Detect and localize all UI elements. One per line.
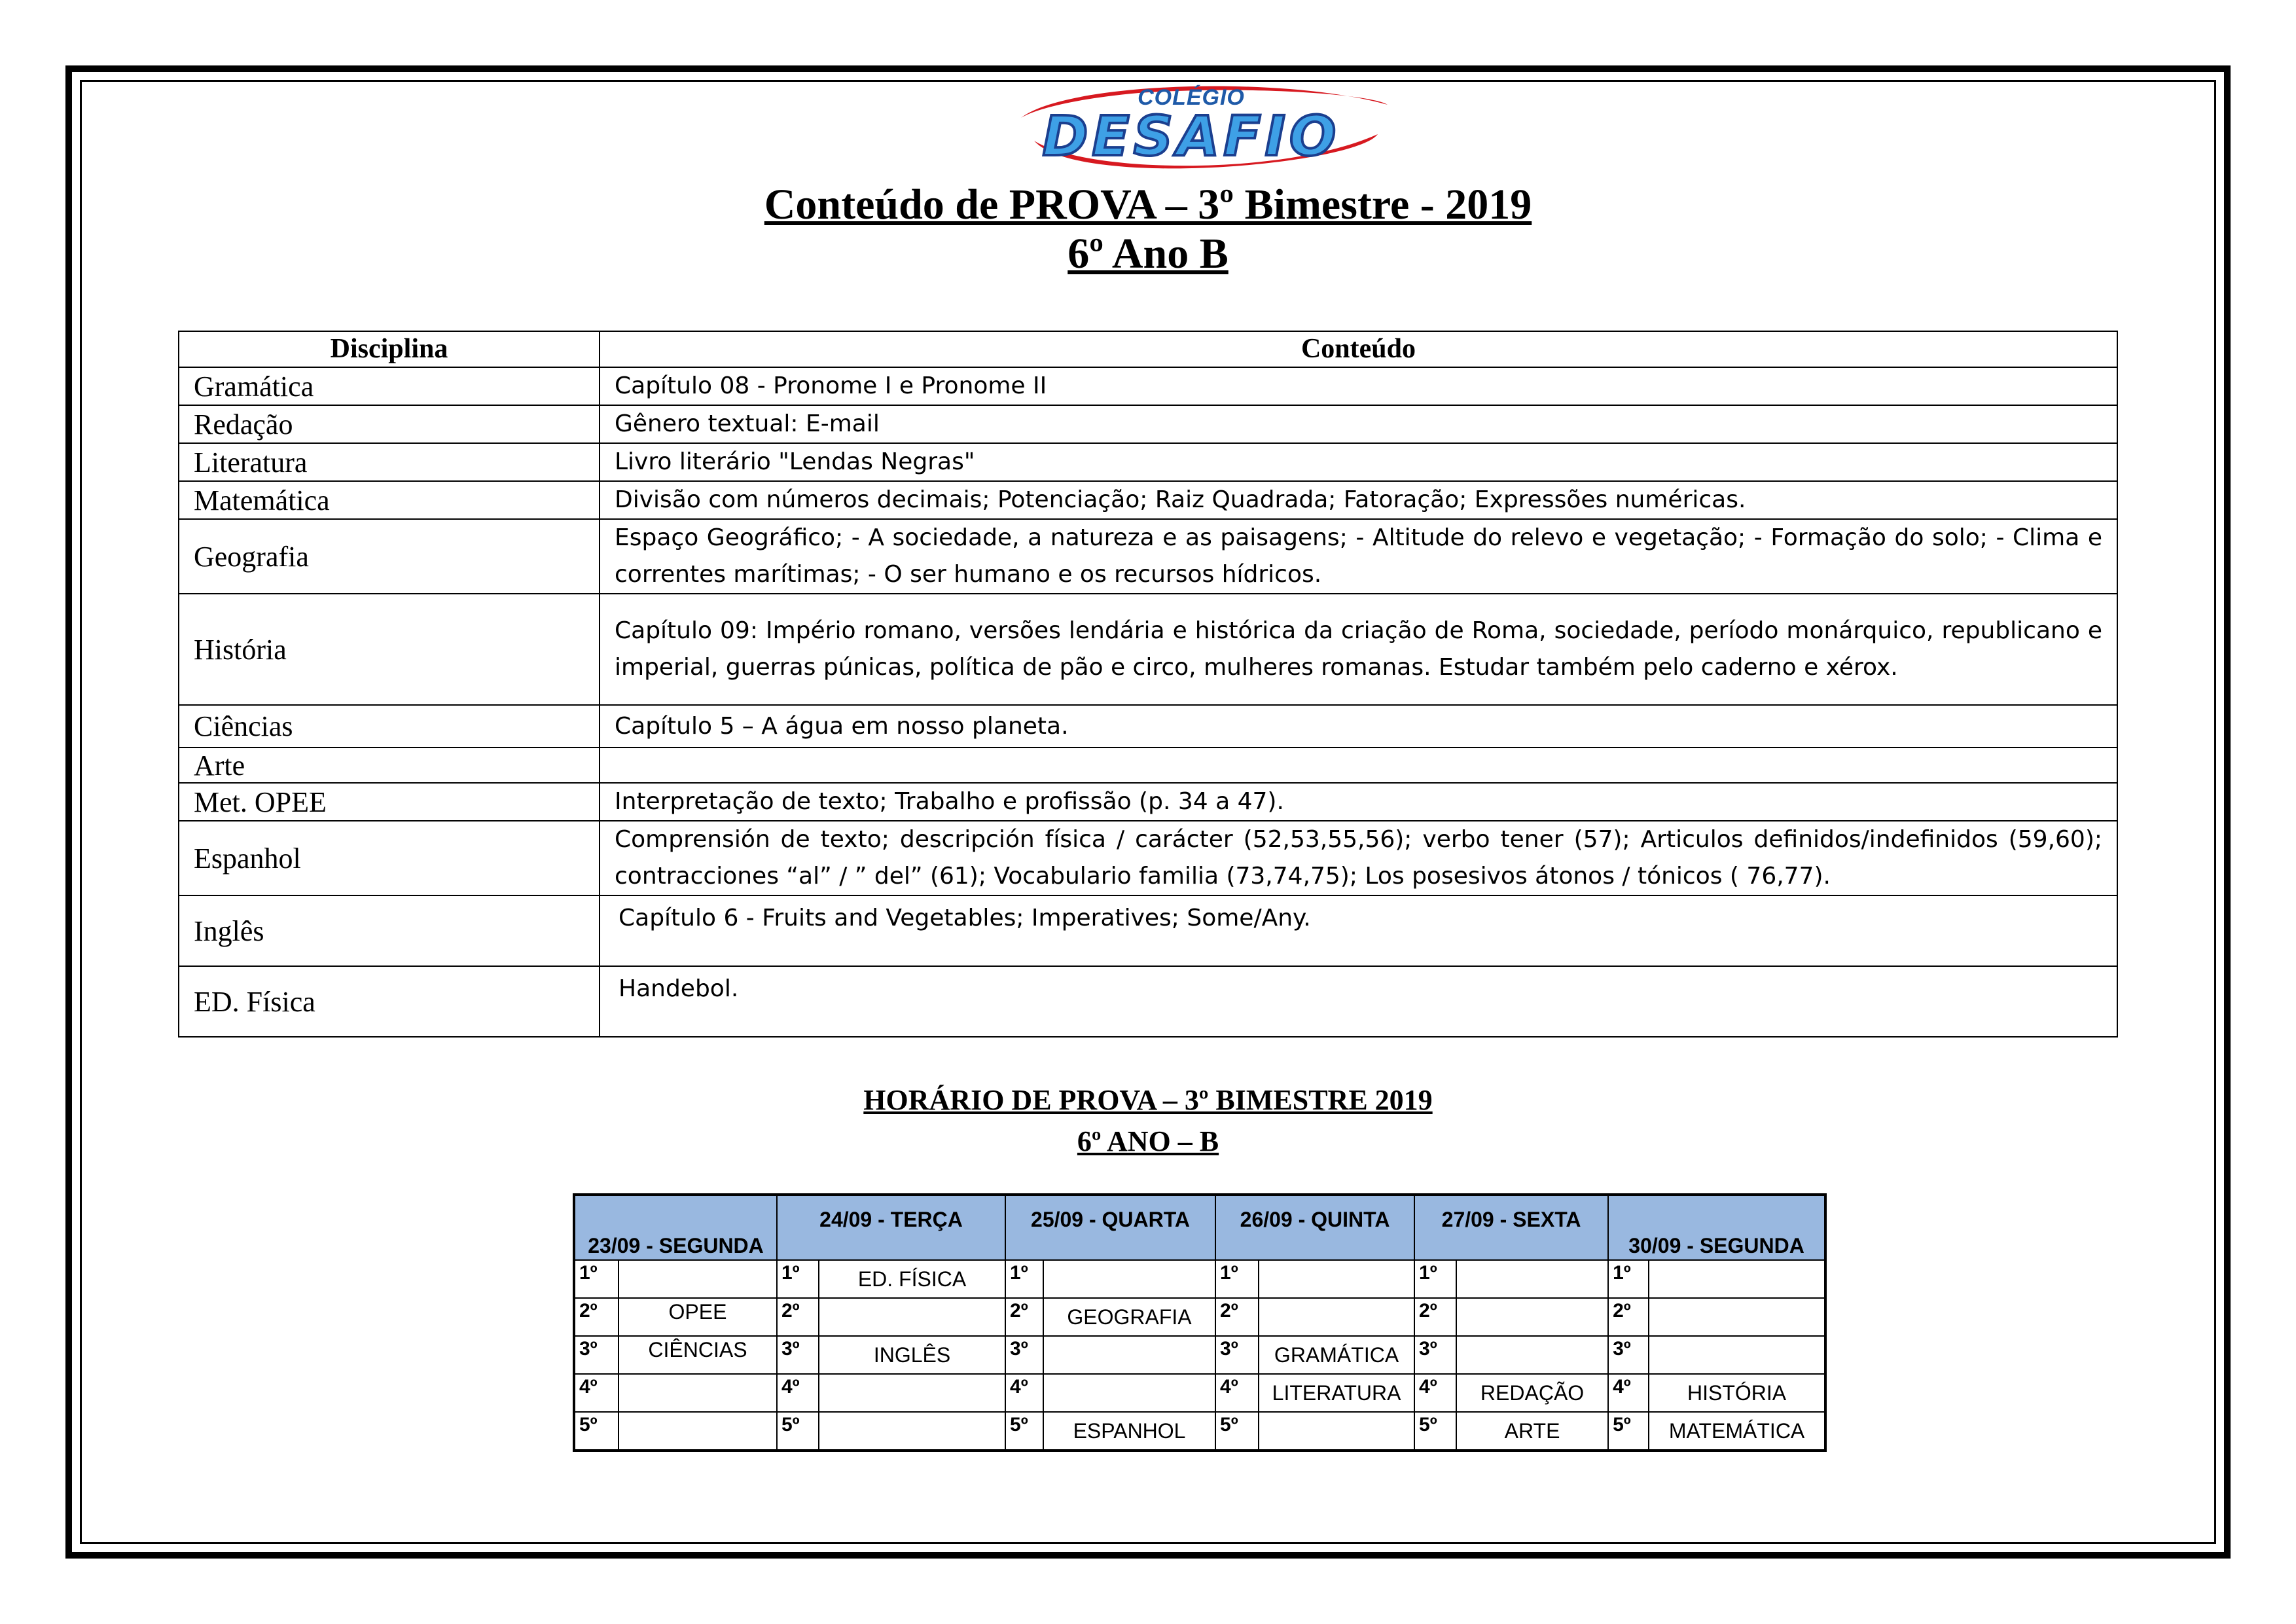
exam-cell	[1259, 1298, 1414, 1336]
period-label: 2º	[574, 1298, 619, 1336]
schedule-row	[574, 1412, 1825, 1451]
content-cell	[600, 748, 2117, 783]
subject-cell: Matemática	[179, 481, 600, 519]
day-header: 23/09 - SEGUNDA	[574, 1195, 777, 1260]
table-row	[179, 519, 2117, 594]
subject-cell: Inglês	[179, 895, 600, 966]
logo-main-text: DESAFIO	[1042, 104, 1340, 168]
subject-cell: Arte	[179, 748, 600, 783]
exam-cell: GRAMÁTICA	[1259, 1336, 1414, 1374]
period-label: 2º	[1414, 1298, 1456, 1336]
exam-cell: ARTE	[1456, 1412, 1608, 1451]
period-label: 5º	[777, 1412, 819, 1451]
exam-cell	[1456, 1336, 1608, 1374]
exam-cell	[819, 1298, 1005, 1336]
period-label: 4º	[1414, 1374, 1456, 1412]
day-header: 25/09 - QUARTA	[1005, 1195, 1215, 1260]
subject-cell: Espanhol	[179, 821, 600, 895]
exam-cell: ED. FÍSICA	[819, 1260, 1005, 1298]
school-logo	[1008, 79, 1394, 177]
schedule-row	[574, 1298, 1825, 1336]
subject-cell: ED. Física	[179, 966, 600, 1037]
period-label: 4º	[1608, 1374, 1649, 1412]
schedule-header-row	[574, 1195, 1825, 1260]
subject-cell: Geografia	[179, 519, 600, 594]
table-row	[179, 405, 2117, 443]
day-header: 26/09 - QUINTA	[1215, 1195, 1414, 1260]
table-row	[179, 705, 2117, 748]
table-row	[179, 966, 2117, 1037]
exam-cell	[1043, 1260, 1215, 1298]
exam-cell	[1043, 1374, 1215, 1412]
exam-cell: MATEMÁTICA	[1649, 1412, 1825, 1451]
subject-cell: Redação	[179, 405, 600, 443]
content-cell: Livro literário "Lendas Negras"	[600, 443, 2117, 481]
period-label: 1º	[1608, 1260, 1649, 1298]
exam-cell	[619, 1260, 777, 1298]
schedule-row	[574, 1374, 1825, 1412]
period-label: 5º	[1414, 1412, 1456, 1451]
exam-cell	[1043, 1336, 1215, 1374]
content-cell: Espaço Geográfico; - A sociedade, a natureza e as paisagens; - Altitude do relevo e vegetação; - Formação do solo; - Clima e correntes marítimas; - O ser humano e os recursos hídricos.	[600, 519, 2117, 594]
exam-cell: HISTÓRIA	[1649, 1374, 1825, 1412]
page-subtitle: 6º Ano B	[1067, 230, 1229, 278]
period-label: 2º	[1005, 1298, 1043, 1336]
schedule-row	[574, 1260, 1825, 1298]
table-row	[179, 367, 2117, 405]
period-label: 4º	[574, 1374, 619, 1412]
schedule-title: HORÁRIO DE PROVA – 3º BIMESTRE 2019	[863, 1084, 1433, 1116]
content-header-row	[179, 331, 2117, 367]
content-cell: Capítulo 6 - Fruits and Vegetables; Imperatives; Some/Any.	[600, 895, 2117, 966]
subject-cell: História	[179, 594, 600, 705]
period-label: 1º	[1414, 1260, 1456, 1298]
table-row	[179, 594, 2117, 705]
table-row	[179, 481, 2117, 519]
period-label: 3º	[1414, 1336, 1456, 1374]
table-row	[179, 821, 2117, 895]
page-title: Conteúdo de PROVA – 3º Bimestre - 2019	[764, 181, 1532, 228]
exam-cell: ESPANHOL	[1043, 1412, 1215, 1451]
period-label: 2º	[1608, 1298, 1649, 1336]
content-cell: Divisão com números decimais; Potenciação; Raiz Quadrada; Fatoração; Expressões numéricas.	[600, 481, 2117, 519]
schedule-table	[573, 1193, 1827, 1452]
table-row	[179, 783, 2117, 821]
exam-cell	[1649, 1336, 1825, 1374]
period-label: 3º	[777, 1336, 819, 1374]
content-cell: Gênero textual: E-mail	[600, 405, 2117, 443]
logo-top-text: COLÉGIO	[1138, 85, 1245, 110]
subject-cell: Gramática	[179, 367, 600, 405]
table-row	[179, 895, 2117, 966]
content-cell: Capítulo 5 – A água em nosso planeta.	[600, 705, 2117, 748]
period-label: 5º	[1608, 1412, 1649, 1451]
exam-cell: INGLÊS	[819, 1336, 1005, 1374]
period-label: 1º	[574, 1260, 619, 1298]
schedule-subtitle: 6º ANO – B	[1077, 1125, 1219, 1157]
day-header: 27/09 - SEXTA	[1414, 1195, 1608, 1260]
header-disciplina: Disciplina	[179, 331, 600, 367]
period-label: 3º	[1005, 1336, 1043, 1374]
period-label: 1º	[777, 1260, 819, 1298]
exam-cell: CIÊNCIAS	[619, 1336, 777, 1374]
header-conteudo: Conteúdo	[600, 331, 2117, 367]
exam-cell	[1259, 1260, 1414, 1298]
subject-cell: Literatura	[179, 443, 600, 481]
exam-cell	[619, 1374, 777, 1412]
table-row	[179, 748, 2117, 783]
exam-cell	[1649, 1298, 1825, 1336]
content-cell: Comprensión de texto; descripción física / carácter (52,53,55,56); verbo tener (57); Articulos definidos/indefinidos (59,60); contracciones “al” / ” del” (61); Vocabulario familia (73,74,75); Los posesivos átonos / tónicos ( 76,77).	[600, 821, 2117, 895]
exam-cell: LITERATURA	[1259, 1374, 1414, 1412]
table-row	[179, 443, 2117, 481]
schedule-row	[574, 1336, 1825, 1374]
subject-cell: Ciências	[179, 705, 600, 748]
exam-cell: OPEE	[619, 1298, 777, 1336]
exam-cell: GEOGRAFIA	[1043, 1298, 1215, 1336]
content-cell: Capítulo 08 - Pronome I e Pronome II	[600, 367, 2117, 405]
period-label: 4º	[777, 1374, 819, 1412]
period-label: 3º	[1608, 1336, 1649, 1374]
period-label: 1º	[1005, 1260, 1043, 1298]
period-label: 2º	[1215, 1298, 1259, 1336]
exam-cell	[1456, 1298, 1608, 1336]
exam-cell	[1456, 1260, 1608, 1298]
exam-cell	[819, 1412, 1005, 1451]
subject-cell: Met. OPEE	[179, 783, 600, 821]
content-cell: Handebol.	[600, 966, 2117, 1037]
period-label: 5º	[1215, 1412, 1259, 1451]
content-table	[178, 331, 2118, 1038]
content-cell: Interpretação de texto; Trabalho e profissão (p. 34 a 47).	[600, 783, 2117, 821]
day-header: 24/09 - TERÇA	[777, 1195, 1005, 1260]
period-label: 3º	[574, 1336, 619, 1374]
period-label: 1º	[1215, 1260, 1259, 1298]
exam-cell	[1649, 1260, 1825, 1298]
period-label: 3º	[1215, 1336, 1259, 1374]
period-label: 5º	[1005, 1412, 1043, 1451]
exam-cell	[619, 1412, 777, 1451]
period-label: 5º	[574, 1412, 619, 1451]
exam-cell	[819, 1374, 1005, 1412]
exam-cell	[1259, 1412, 1414, 1451]
period-label: 2º	[777, 1298, 819, 1336]
period-label: 4º	[1215, 1374, 1259, 1412]
day-header: 30/09 - SEGUNDA	[1608, 1195, 1825, 1260]
period-label: 4º	[1005, 1374, 1043, 1412]
content-cell: Capítulo 09: Império romano, versões lendária e histórica da criação de Roma, sociedade, período monárquico, republicano e imperial, guerras púnicas, política de pão e circo, mulheres romanas. Estudar também pelo caderno e xérox.	[600, 594, 2117, 705]
exam-cell: REDAÇÃO	[1456, 1374, 1608, 1412]
